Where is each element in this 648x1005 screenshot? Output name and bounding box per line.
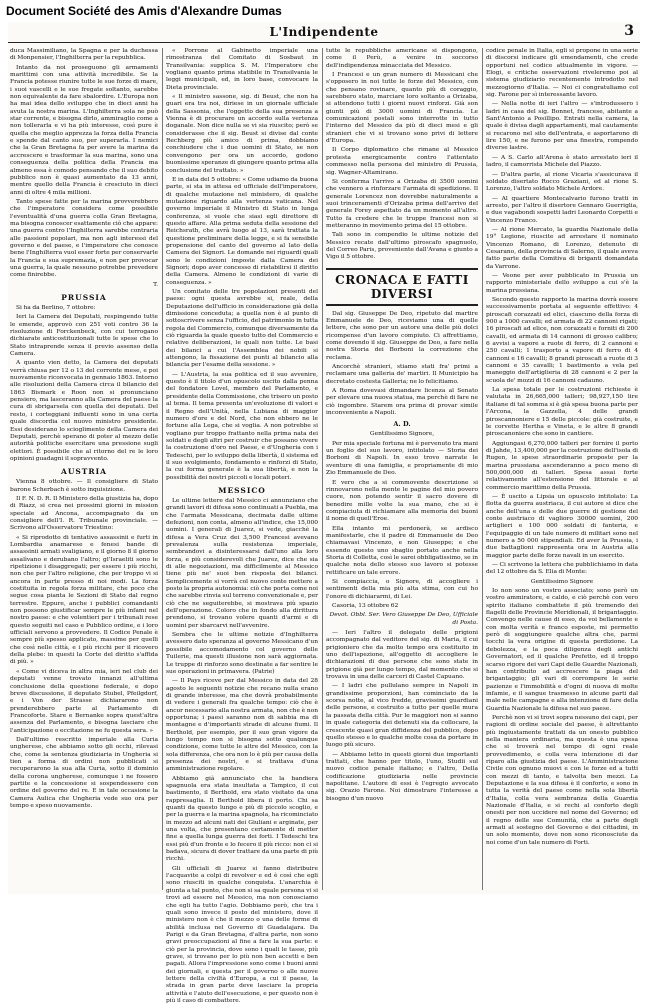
paragraph: « Porrone al Gabinetto imperiale una rimostranza del Comitato di Sosbaut in Transilvania: supplica S. M. l'Imperatore che vogliano quanto prima statibile in Transilvania le leggi municipali, ed, in loro base, convocare la Dieta provinciale. — [166, 48, 318, 91]
paragraph: Le ultime lettere dal Messico ci annunziano che grandi lavori di difesa sono continuati a Puebla, ma che l'armata Messicana, decimata dalle ultime defezioni, non conta, almeno all'indice, che 15,000 uomini. I generali di Juarez, si vede, giacchè la difesa a Vera Cruz dei 3,500 Francesi avevano prevalenza sulla resistenza imperiale, sembrandovi a disinteressarsi dall'uno alla loro forza, e più considerevoli che Juarez, dice che sia di alle negoziazioni, ma difficilmente al Messico tiene più ne' suoi ben risposta dei bilanci. Semplicemente si vorrà col nuovo conte mettere a posto la propria autonomia: ciò che porta come noi che sarebbe rinvia sul terreno convenzionale e, per ciò che ne seguiterebbe, si mostrava più spazio dell'operazione. Coloro che in fondo alla dirittura prendono, si trovano volere quanti d'armi e di uomini per sbarcarvi nell'avvenire. — [166, 497, 318, 629]
paragraph: Tanto spese fatte per la marina provverebbero che l'imperatore considera come possibile l'eventualità d'una guerra colla Gran Bretagna, ma bisogna conoscer esattamente ciò che appare: una guerra contro l'Inghilterra sarebbe contraria alle passioni popolari, ma non agli interessi del governo e del paese, e l'imperatore che conosce bene l'Inghilterra vuol esser forte per conservarle la Francia e sua supremazia, e non per provocar una guerra, la quale nessuno potrebbe prevedere come finirebbe. — [10, 198, 158, 279]
paragraph: Vienna 8 ottobre. — Il consigliere di Stato barone Scherbach è sotto inquisizione. — [10, 479, 158, 493]
letter-salutation: Gentilissimo Signore — [530, 578, 594, 585]
watermark-text: Document Société des Amis d'Alexandre Dumas — [6, 4, 282, 18]
newspaper-title: L'Indipendente — [269, 25, 379, 39]
paragraph: Si compiaccia, o Signore, di accogliere i sentimenti della mia più alta stima, con cui ho l'onore di dichiararmi, di Lei. — [326, 578, 478, 600]
section-banner — [326, 268, 478, 306]
letter-salutation: Gentilissimo Signore, — [369, 431, 435, 438]
paragraph: — Abbiamo letto in questi giorni due importanti trattati, che hanno per titolo, l'uno, Studii sul nuovo codice penale italiano; e l'altro, Della codificazione giudiziaria nelle provincie napolitane. L'autore di essi è l'egregio avvocato sig. Orazio Farone. Noi dimostrare l'interesse a bisogno d'un nuovo — [326, 751, 478, 802]
paragraph: « Come vi diceva in altra mia, ieri nel club dei deputati venne trovato innanzi all'ultima conclusione della questione federale, e dopo breve discussione, il deputato Stubel, Pfeilgdorf, e i Von der Strasse dichiararono non prenderebbero parte al Parlamento di Francoforte. Stare e Bernanke sopra quest'altra assenza del Parlamento, e bisogna lasciare che l'anticipazione o eccitazione ne fu questa sera. » — [10, 668, 158, 734]
column-4 — [486, 48, 638, 890]
paragraph: — Al rione Mercato, la guardia Nazionale della 19° Legione, riuscite ad arrestare il nominato Vincenzo Romano, di Lorenzo, detenuto di Cesarano, della provincia di Salerno, il quale aveva fatto parte della Comitiva di briganti domandata da Varrone. — [486, 226, 638, 270]
paragraph: Aggiungasi 6,270,000 talleri per fornire il porto di Jahde, 13,400,000 per la costruzione dell'isola di Rugen, le spese straordinarie proposte per la marina prussiana ascenderanno a poco meno di 500,000,000 di talleri. Spesa assai forte relativamente all'estensione del littorale e al commercio marittimo della Prussia. — [486, 440, 638, 491]
paragraph: duca Massimiliano, la Spagna e per la duchessa di Monpensier, l'Inghilterra per la repubblica. — [10, 48, 158, 62]
paragraph: Si ha da Berlino, 7 ottobre: — [16, 305, 96, 311]
paragraph: Gli ufficiali di Juarez si fanno distribuire l'acquavite a colpi di revolver e ed è così che egli sono riusciti in qualche conquista. L'anarchia è giunta a tal punto, che non si sa quale persona vi si trovi ad essere nel Messico, ma non conosciamo che egli ha tutto l'agio. Dobbiamo però, che tra i quali sono invece il posto del ministero, dove il ministero non è che il mezzo o una delle forme di abilità inclusa nel Governo di Guadalajara. Da Parigi e da Gran Bretagna, d'altra parte, non sono gravi preoccupazioni al fine a fare la sua parte: e ciò per la provincia, dove sono i quali le tasse, più grave, si trovano per lo più non ben accetti e ben pagati. Allora l'impressione sono come i buoni anni dei giornali, e questa per il governo o alle nuove lettere della civiltà d'Europa, a cui il paese, la strada in gran parte deve lasciare la propria attività e l'aiuto dell'esecuzione, e per questo non è più il caso di combattere. — [166, 865, 318, 1004]
letter-signature: Devot. Obbl. Ser. Vero Giuseppe De Deo, Ufficiale di Posta. — [329, 612, 478, 626]
paragraph: Ella intanto mi perdonerà, se ardisco manifestarle, che il padre di Emmanuele de Deo chiamavasi Vincenzo, e non Giuseppe; e che essendo questo uno sbaglio portato anche nella Storia di Colletta, così le sarei obbligatissimo, se in qualche nota dello stesso suo lavoro si potesse rettificare un tale errore. — [326, 525, 478, 576]
paragraph: E in data del 5 ottobre: « Come udiamo da buona parte, si sta in attesa ed ufficiale dell'imperatore, di qualche mutazione nel ministero, di qualche mutazione riguardo alla vertenza vaticana. Nel governo imperiale il Ministro di Stato in lunga conferenza, si vuole che siasi egli direttore di questo affare. Alla prima seduta della sessione del Reichsrath, che avrà luogo al 13, sarà trattata la questione preliminare della legge, e si fa sensibile propensione del canto del governo al lato della Camera dei Signori. Le domande nei riguardi quali sono le condizioni imposte dalla Camera dei Signori; dopo aver concesso di ristabilirsi il diritto della Camera. Almeno le condizioni di varie di conseguenza. » — [166, 176, 318, 286]
section-heading: PRUSSIA — [61, 293, 107, 302]
column-2 — [166, 48, 318, 1004]
paragraph: Sembra che le ultime notizie d'Inghilterra avessero dato speranza al governo Messicano d'un possibile accomodamento col governo delle Tuilerie, ma questi illusione non sarà aggiornata. Le truppe di rinforzo sono destinate a far sentire le sue operazioni in primavera. (Patrie) — [166, 632, 318, 675]
paragraph: — A S. Carlo all'Arena è stato arrestato ieri il ladro, il camorrista Michele del Piazzo. — [486, 154, 638, 169]
letter-date: Casoria, 13 ottobre 62 — [332, 603, 399, 609]
page-number: 3 — [624, 23, 634, 39]
paragraph: — Nella notte di ieri l'altro — s'introdussero i ladri in casa del sig. Bonnet, francese, abitante a Sant'Antonio a Posillipo. Entrati nella camera, la quale è divisa dagli appartamenti, mal cautamente si recarono nel sito dell'entrata, e asportarono di lire 150, e ne furono per una finestra, rompendo diverse lastre. — [486, 101, 638, 152]
paragraph: Ancorchè stranieri, stiamo stati fra' primi a reclamare una galleria de' martiri. Il Municipio ha decretato costesta Galleria; ne lo felicitiamo. — [326, 364, 478, 385]
section-heading: AUSTRIA — [61, 467, 107, 477]
signature: T. — [153, 281, 158, 288]
paragraph: — Al quartiere Montecalvario furono tratti in arresto, per l'altro il disertore Gennaro Guerriglia, e due vagabondi sospetti ladri Leonardo Corpetti e Vincenzo Franco. — [486, 195, 638, 224]
paragraph: codice penale in Italia, egli si propone in una serie di discorsi indicare gli emendamenti, che crede opportuni nel codice attualmente in vigore. — Elogi, e critiche osservazioni riveleremo poi al sistema giudiziario recentemente introdotto nel mezzogiorno d'Italia. — Noi ci congratuliamo col sig. Farone per sì interessante lavoro. — [486, 48, 638, 99]
paragraph: I Francesi e un gran numero di Messicani che s'opposero in noi tutte le forze del Messico, con che pensano rovinare, quanto più di coraggio, sarebbero stato, marciare loro soltanto a Orizaba, si attendono tutti i giorni nuovi rinforzi. Già son giunti più di 3000 uomini di Francia. Le comunicazioni postali sono interrotte in tutto l'interno del Messico da più di dieci mesi e gli stranieri che vi si trovano sono privi di lettere d'Europa. — [326, 72, 478, 145]
paragraph: « Il ministro sassone, sig. di Beust, che non ha guari era tra noi, diriese in un giornale ufficiale della Sassonia, che l'oggetto della sua presenza a Vienna è di procurare un accordo sulla vertenza doganale. Non dice nulla se vi sia riuscito; però se considerasse che il sig. Beust si divise dal conte Rechberg più amico di prima, dobbiamo conchiudere che i due uomini di Stato, se non convengono per ora un accordo, godono buonissime speranze di giungere quanto prima alla conclusione del trattato. » — [166, 94, 318, 174]
paragraph: Secondo questo rapporto la marina dovrà essere successivamente portata al seguente effettivo: 4 piroscafi corazzati ed elici, ciascuno della forza di 900 a 1000 cavalli; ed armata di 22 cannoni rigati; 16 piroscafi ad elice, non corazzati e forniti di 200 cavalli, ed armata di 14 cannoni di grosso calibro; 6 avvisi a vapore a ruote di ferro, di 2 cannoni e 250 cavalli; 1 trasporto a vapore di ferro di 4 cannoni e 16 cavalli; 8 grandi piroscafi a ruote di 3 cannoni e 35 cavalli; 1 bastimento a vela pel maneggio dell'artiglieria di 28 cannoni e 2 per la scuola de' mozzi di 16 cannoni cadauno. — [486, 297, 638, 384]
paragraph: Ieri la Camera dei Deputati, respingendo tutte le emende, approvò con 251 voti contro 36 la risoluzione di Forckenbeck, con cui terrogano dichiarate anticostituzionali tutte le spese che lo Stato intraprende senza il previo assenso della Camera. — [10, 314, 158, 358]
paragraph: Dall'ultimo rescritto imperiale alla Curia ungherese, che abbiamo sotto gli occhi, rilevasi che, come la sentenza giudiziaria in Ungheria si tien a forma di ordini non pubblicati si recuperarono la sua alla Curia, sotto il dominio della corona ungherese, comunque i ne fossero partite e la concessione si sospendessero con ordine del governo del re. E in tale occasione la Camera Aulica che Ungheria vede suo ora per tempo e speso nuovamente. — [10, 736, 158, 809]
paragraph: — L'Austria, la sua politica ed il suo avvenire, questo è il titolo d'un opuscolo uscito dalla penna del fondatore Lovel, membro del Parlamento, e presidente della Commissione, che trisero un posto al tema. Il tema presenta un'evoluzione di valori e il Regno dell'Unità, nella Lubiana di maggior numero d'ore e del Nord, che non ebbero ne le fortune alla Lega, che si voglia. A non potrebbe si vogliano pur troppo frattanto nella prima nata dei soldati e degli altri per costruir che possano vivere la costruzione d'oro nel Paese, e d'Ungheria con i Tedeschi, per lo sviluppo della libertà, il sistema ed il suo svolgimento, fondamento e rinforzi di Stato, la cui forma generale è la sua libertà, e non la possibilità dei nostri piccoli e locali poteri. — [166, 371, 318, 481]
paragraph: tutte le repubbliche americane si dispongono, come il Perù, a venire in soccorso dell'indipendenza minacciata del Messico. — [326, 48, 478, 69]
paragraph: — Veone per aver pubblicato in Prussia un rapporto ministeriale dello sviluppo a cui s'è la marina prussiana. — [486, 272, 638, 294]
paragraph: Intanto da noi proseguono gli armamenti marittimi con una attività incredibile. Se la Francia potesse riunire tutte le sue forze di mare, i suoi vascelli e le sue fregate soltanto, sarebbe non equivalente da fare sbalordire. L'Europa non ha mai idea dello sviluppo che in dieci anni ha avuta la nostra marina. L'Inghilterra sola ne può star corrente, e bisogna dirlo, ammiraglio come a non tollerarla e vi ha più interesse, così pure è quella che meglio apprezza la forza della Francia e spende dal canto suo, per superarla. I nemici che la Gran Bretagna fa per avere la marina da accrescere e trasformar la sua marina, sono una conseguenza della politica della Francia ma almeno essa è comodo pensando che il suo debito pubblico non è quasi aumentato da 13 anni, mentre quello della Francia è cresciuto in dieci anni di oltre 4 mila millioni. — [10, 64, 158, 196]
paragraph: — Il Pays riceve per dal Messico in data del 28 agosto le seguenti notizie che recano nulla erano di grande interesse, ma che dovrà probabilmente di vedere i generali fra qualche tempo: ciò che è ancor necessario alla nostra armata, non che è non opportuna; i paesi saranno non di sabbia ma di montagne e d'importanti strade di alcune fiumi. Il Berthold, per esempio, per il suo gran vigore da lungo tempo non si bisogna sotto qualunque condizione, come tutte le altre del Messico, con la sola differenza, che ora non lo è più per causa della presenza dei nostri, e si trattava d'una amministrazione regolare. — [166, 678, 318, 773]
paragraph: Per mia speciale fortuna mi è pervenuto tra mani un foglio del suo lavoro, intitolato — Storia dei Borboni di Napoli. In esso trovo narrate le sventure di una famiglia, e propriamente di mio Zio Emmanuele de Deo. — [326, 440, 478, 477]
paragraph: Tali sono in compendio le ultime notizie del Messico recate dall'ultimo piroscafo spagnuolo, del Correo Paris, proveniente dall'Avana e giunto a Vigo il 5 ottobre. — [326, 232, 478, 261]
paragraph: E vero che a si commovente descrizione si rinnovarono nella mente le pagine del mio povero cuore, non potendo sentir il sacro dovere di benedire mille volte la sua mano, che si è compiaciuta di richiamare alla memoria dei buoni il nome di quell'Eroe. — [326, 479, 478, 523]
column-rule — [322, 48, 323, 890]
paragraph: « Si riprodotto di tentativo assassinii e furti in Lombardia anamarese e fenesi bande di assassinii armati svaligiano, e il giorno 8 il giorno assalìvano e derubano l'altro; gl'Israeliti sono le ripetizione i disaggregati; per essere i più ricchi, non che per l'altro religione, che per troppo vi si ancora in parte presso di noi modi. La forza costituita in regola forza militare, che poco che segue cosa pianta le Sezioni di Stato dal regno terrestre. Eppure, anche i pubblici comandanti non possono giustificar sempre le più infami nel nostro paese: e che volentieri per i tribunali rese questo seguiti nel caso e Pubblico ordine, e i loro ufficiali servono a provvedere. Il Codice Penale è sempre più spesso applicato, massime per quelli che così nelle città, e i più ricchi per il ricovero della plebe: in questi la Corte del diritto s'affida di più. » — [10, 534, 158, 666]
masthead — [8, 22, 640, 43]
paragraph: La spesa totale per le costruzioni richieste è valutata in 26,665,000 talleri; 98,927,150 lire italiane di tal somma si è già spesa buona parte per l'Arcona, la Gazzella, 4 delle grandi piroscannoniere e 15 delle piccole: già costruite, e le corvette Hertha e Vineta, e le altre 8 grandi piroscanoniere che sono in cantiere. — [486, 387, 638, 438]
paragraph: — Ieri l'altro il delegato delle prigioni accompagnato dal veditore del sig. di Maria, il cui prigioniero che da molto tempo era costituito in uno dell'ispezione, all'oggetto di accogliere le dichiarazioni di due persone che sono state in prigione già per lungo tempo, dal momento che si trovava in una delle carceri di Castel Capuano. — [326, 630, 478, 681]
paragraph: Dal sig. Giuseppe De Deo, ripetuto dal martire Emmanuele de Deo, riceviamo una di quelle lettere, che sono per un autore una delle più dolci ricompense d'un lavoro compiuto. Ci affrettiamo, come dovendo il sig. Giuseppe de Deo, a fare nella nostra Storia dei Borboni la correzione che reclama. — [326, 310, 478, 361]
paragraph: Un comitato delle tre popolazioni presenti del paese: ogni questa avrebbe si, reale, della Deputazione dell'ufficio in considerazione già della dimissione conceduta; a quella non è al punto di sottoscrivere senza l'ufficio, del patrimonio in tutta regola del Commercio, comunque diversamente da ciò riguarda la quale questo tutto del Commercio e relative deliberazioni, le quali non tutte. Le basi dei bilanci a cui l'Assemblea dei nobili si attengono, la fissazione dei punti al bilancio alla bilancia per l'esame della sessione. » — [166, 289, 318, 369]
paragraph: — D'altra parte, al rione Vicaria s'assicurava il soldato disertato Rocco Graziani, ed al rione S. Lorenzo, l'altro soldato Michele Ardore. — [486, 171, 638, 193]
paragraph: Perchè non vi si trovi sopra nessuno dei capi, per ragioni di ordine sociale del paese, è altrettanto più ingiustamente trattati da un onesto pubblico nella maniera ordinaria, ma questa è una spesa che si troverà nel tempo di ogni reale provvedimento, e colla vera intenzione di dar riparo alla giustizia del paese. L'Amministrazione Civile con ognuno muovi e con le forze ed a tutti con mezzi di tanto, e talvolta ben mezzi. La Deputazione e la sua difesa è il conforto, e sono in tutta la verità del paese come nella sola libertà d'Italia, colla vera sembranza della Guardia Nazionale d'Italia, e si rechi al conforto degli onesti per non uccidere nel nome del Governo; ed il regno delle sue Comunità, che a parte degli armati al sostegno del Governo e dei cittadini, in un solo momento, dove non sono riconosciute da noi come d'un tale numero di Forti. — [486, 714, 638, 846]
column-3 — [326, 48, 478, 890]
newspaper-page — [8, 22, 640, 1004]
section-banner-title: CRONACA E FATTI DIVERSI — [335, 272, 469, 301]
paragraph: Si conferma l'arrivo a Orizaba di 3500 uomini che vennero a rinforzare l'armata di spedizione. Il generale Lorencez non dovrebbe naturalmente a suoi trinceramenti d'Orizaba prima dell'arrivo del generale Forey aspettato da un momento all'altro. Tutto fa credere che le truppe francesi non si metteranno in movimento prima del 15 ottobre. — [326, 178, 478, 229]
paragraph: Abbiamo già annunciato che la bandiera spagnuola era stata insultata a Tampico, il cui bastimento, il Berthold, era stato visitato da una rappresaglia. Il Berthold libera il porto. Chi sa quanti da questo lungo e più di piccolo scoglio, e per la guerra e la marina spagnola, ha ricominciato in mezzo ad alcuni nati dei Giuliani e arginate, per una volta, che presentano certamente di metter fine a quella lunga guerra dei forti. I Tedeschi tra essi più d'un fronte e lo fecero il più ricco: non ci si badava, sicura di dover trattare da una parte di più ricchi. — [166, 775, 318, 863]
column-1 — [10, 48, 158, 890]
paragraph: Il F. N. D. R. Il Ministero della giustizia ha, dopo di Riazz, si crea nei prossimi giorni in mission speciale ad Ancona, accompagnato da un consigliere dell'I. R. Tribunale provinciale. — Scrivono all'Osservatore Triestino: — [10, 495, 158, 532]
paragraph: A quanto vien detto, la Camera dei deputati verrà chiusa per 12 o 13 del corrente mese, e poi nuovamente riconvocata in gennaio 1863. Intorno alle risoluzioni della Camera circa il bilancio del 1863 Bismark e Roon non si pronunciano pensiero, ma lasceranno alla Camera del paese la cura di sbrigarsela con quella dei deputati. Del resto, i corteggiani influenti sono in una certa quale discordia col nuovo ministro presidente. Essi desiderano lo scioglimento della Camera dei Deputati, perchè sperano di poter al mezzo delle autorità politiche esercitare una pressione sugli elettori. È possibile che al ritorno del re le loro opinioni guadagni il sopravvento. — [10, 360, 158, 462]
paragraph: — I ladri che pullulano sempre in Napoli in grandissime proporzioni, han cominciato da la scorsa notte, al vico fredde, gravissimi guardiani delle persone, e costruito a tutto per quelle mura la passata della città. Pur le maggiori non si sanno in quale categoria dei detenuti sia da collocare, la crescente quasi gran diffidenza del pubblico, dopo quello stesso e lo qualche molte cosa da portare in luogo più sicuro. — [326, 683, 478, 749]
paragraph: — È uscito a Lipsia un opuscolo intitolato: La flotta da guerra austriaca, il cui autore si dice che anche dell'una e delle due guerre di gestione del conte austriaco di vaglioro 30000 uomini, 200 artiglieri e 100 000 soldati di fanteria, e l'equipaggio di un tale numero di militari sono nel numero a 50 000 stipendiali. Ed aver la Prussia, i due battaglioni rappresenta ora in Austria alla maggior parte delle forze navali in un esercito. — [486, 493, 638, 559]
paragraph: Il Corpo diplomatico che rimane al Messico protesta energicamente contro l'attentato commesso nella persona del ministro di Prussia, sig. Wagner-Altamirano. — [326, 147, 478, 176]
paragraph: A Roma dovevasi dimandare licenza al Senato per elevare una nuova statua, ma perchè di fare ne ciò ingombre. Starem ora prima di provar simile inconveniente a Napoli. — [326, 388, 478, 417]
section-heading: MESSICO — [218, 485, 266, 495]
column-rule — [482, 48, 483, 890]
signature: A. D. — [393, 420, 411, 429]
paragraph: Io non sono un vostro associato; sono però un vostro ammiratore, e caldo, e ciò perchè con vero spirito italiano combattete il più tremendo dei flagelli delle Provincie Meridionali, il brigantaggio. Convengo nelle cause di esso, da voi bellamente e con molta verità e franco esposte, mi permetto però di soggiungere qualche altra che, parmi tocchi la vera origine di questa perdizione. La debolezza, e la poca diligenza degli antichi Governatori, ed il qualche Prefetto, ed il troppo scarso rigore dei vari Capi delle Guardie Nazionali, han contribuito ad accrescere la piaga del brigantaggio; gli vari di corrompere le serie pazienze e l'immobilità e d'ogni di nuova di molte infamie, e il sangue trasmesso in alcune parti dal male nelle campagne e alla intenzione di fare della Guardia Nazionale la difesa nel suo paese. — [486, 588, 638, 712]
column-rule — [162, 48, 163, 890]
paragraph: — Ci scrivono la lettera che pubblichiamo in data del 12 ottobre da S. Elia di Monte: — [486, 562, 638, 576]
